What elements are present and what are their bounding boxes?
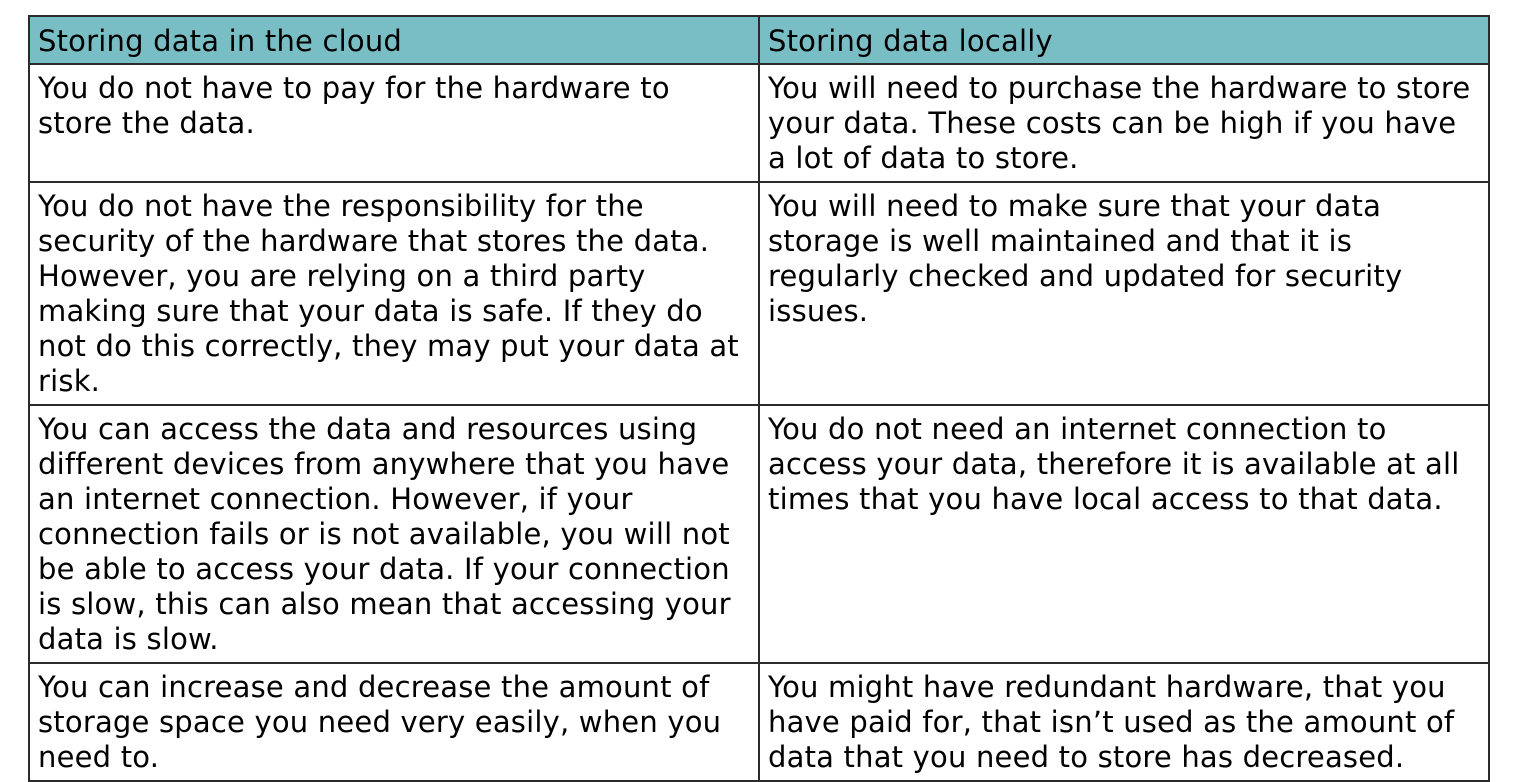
cell-cloud-text: You do not have to pay for the hardware to store the data. [38,71,670,140]
table-row [29,405,1489,663]
header-cloud-label: Storing data in the cloud [38,24,403,58]
header-cloud [29,16,759,64]
cell-local-text: You might have redundant hardware, that you have paid for, that isn’t used as the amount of data that you need to store has decreased. [768,670,1455,774]
comparison-table [28,15,1490,782]
cell-local-text: You will need to make sure that your data storage is well maintained and that it is regularly checked and updated for security issues. [768,189,1403,328]
cell-cloud [29,182,759,405]
header-local-label: Storing data locally [768,24,1053,58]
table-row [29,64,1489,182]
table-header-row [29,16,1489,64]
cell-local-text: You do not need an internet connection to access your data, therefore it is available at all times that you have local access to that data. [768,412,1460,516]
cell-cloud [29,663,759,781]
cell-local-text: You will need to purchase the hardware to store your data. These costs can be high if you have a lot of data to store. [768,71,1471,175]
cell-local [759,663,1489,781]
cell-local [759,405,1489,663]
table-row [29,182,1489,405]
cell-local [759,182,1489,405]
cell-cloud-text: You can increase and decrease the amount of storage space you need very easily, when you need to. [38,670,722,774]
cell-cloud-text: You do not have the responsibility for the security of the hardware that stores the data. However, you are relying on a third party making sure that your data is safe. If they do not do this correctly, they may put your data at risk. [38,189,739,398]
header-local [759,16,1489,64]
cell-cloud-text: You can access the data and resources using different devices from anywhere that you have an internet connection. However, if your connection fails or is not available, you will not be able to access your data. If your connection is slow, this can also mean that accessing your data is slow. [38,412,731,656]
cell-cloud [29,64,759,182]
table-row [29,663,1489,781]
cell-cloud [29,405,759,663]
comparison-table-container [28,15,1488,782]
cell-local [759,64,1489,182]
